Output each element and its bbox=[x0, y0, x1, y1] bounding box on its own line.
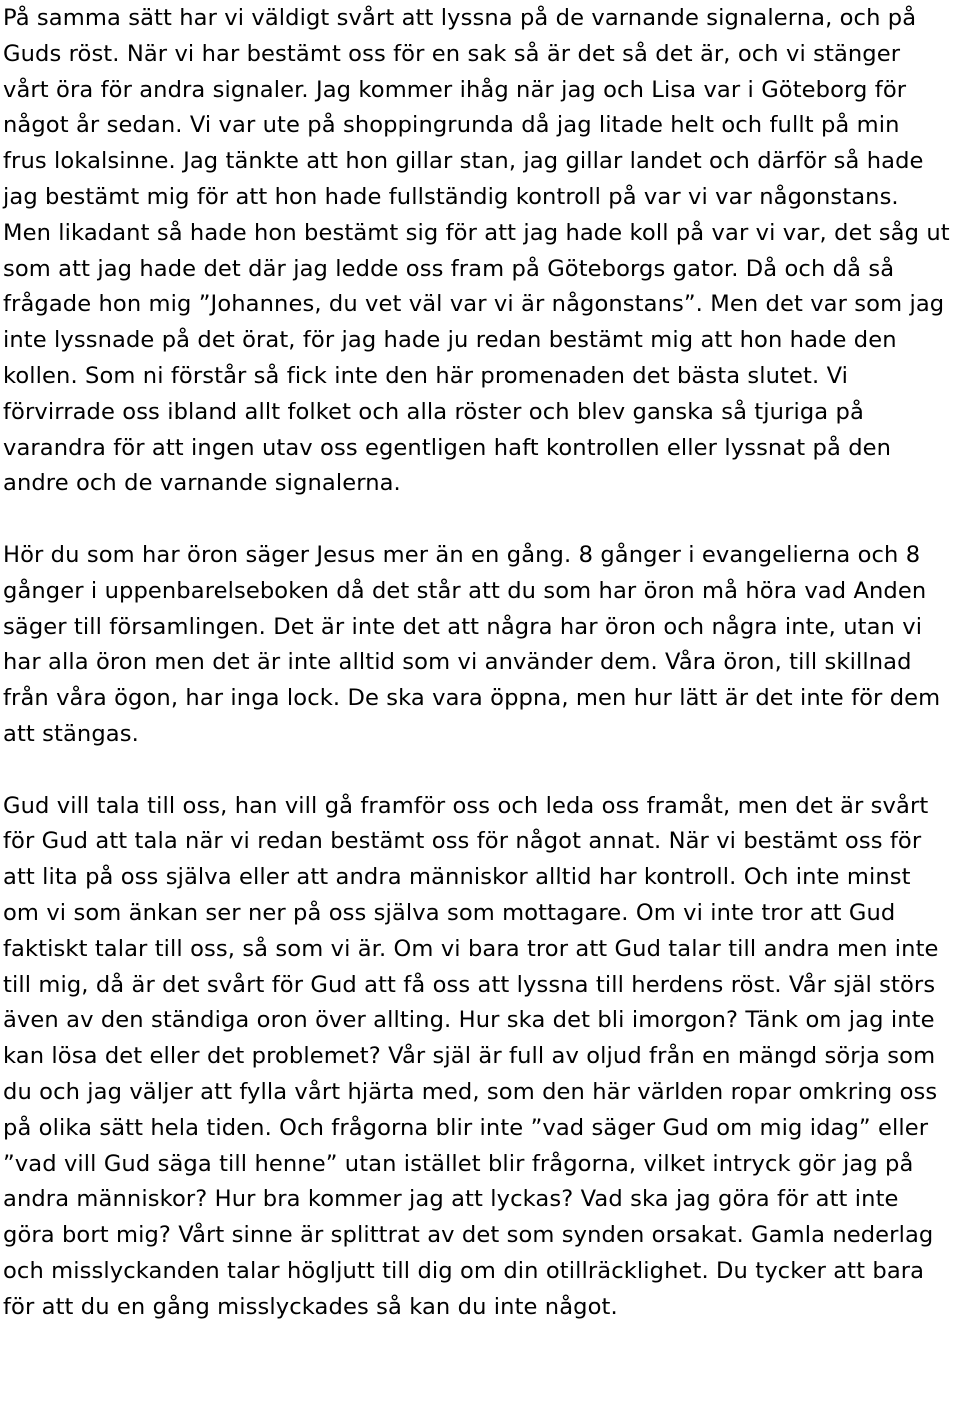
paragraph-3: Gud vill tala till oss, han vill gå framför oss och leda oss framåt, men det är svårt för Gud att tala när vi redan bestämt oss för något annat. När vi bestämt oss för att lita på oss själva eller att andra människor alltid har kontroll. Och inte minst om vi som änkan ser ner på oss själva som mottagare. Om vi inte tror att Gud faktiskt talar till oss, så som vi är. Om vi bara tror att Gud talar till andra men inte till mig, då är det svårt för Gud att få oss att lyssna till herdens röst. Vår själ störs även av den ständiga oron över allting. Hur ska det bli imorgon? Tänk om jag inte kan lösa det eller det problemet? Vår själ är full av oljud från en mängd sörja som du och jag väljer att fylla vårt hjärta med, som den här världen ropar omkring oss på olika sätt hela tiden. Och frågorna blir inte ”vad säger Gud om mig idag” eller ”vad vill Gud säga till henne” utan istället blir frågorna, vilket intryck gör jag på andra människor? Hur bra kommer jag att lyckas? Vad ska jag göra för att inte göra bort mig? Vårt sinne är splittrat av det som synden orsakat. Gamla nederlag och misslyckanden talar högljutt till dig om din otillräcklighet. Du tycker att bara för att du en gång misslyckades så kan du inte något. bbox=[3, 792, 939, 1320]
paragraph-2: Hör du som har öron säger Jesus mer än en gång. 8 gånger i evangelierna och 8 gånger i uppenbarelseboken då det står att du som har öron må höra vad Anden säger till församlingen. Det är inte det att några har öron och några inte, utan vi har alla öron men det är inte alltid som vi använder dem. Våra öron, till skillnad från våra ögon, har inga lock. De ska vara öppna, men hur lätt är det inte för dem att stängas. bbox=[3, 541, 941, 747]
paragraph-spacer bbox=[3, 502, 950, 538]
paragraph-spacer bbox=[3, 753, 950, 789]
paragraph-1: På samma sätt har vi väldigt svårt att lyssna på de varnande signalerna, och på Guds röst. När vi har bestämt oss för en sak så är det så det är, och vi stänger vårt öra för andra signaler. Jag kommer ihåg när jag och Lisa var i Göteborg för något år sedan. Vi var ute på shoppingrunda då jag litade helt och fullt på min frus lokalsinne. Jag tänkte att hon gillar stan, jag gillar landet och därför så hade jag bestämt mig för att hon hade fullständig kontroll på var vi var någonstans. Men likadant så hade hon bestämt sig för att jag hade koll på var vi var, det såg ut som att jag hade det där jag ledde oss fram på Göteborgs gator. Då och då så frågade hon mig ”Johannes, du vet väl var vi är någonstans”. Men det var som jag inte lyssnade på det örat, för jag hade ju redan bestämt mig att hon hade den kollen. Som ni förstår så fick inte den här promenaden det bästa slutet. Vi förvirrade oss ibland allt folket och alla röster och blev ganska så tjuriga på varandra för att ingen utav oss egentligen haft kontrollen eller lyssnat på den andre och de varnande signalerna. bbox=[3, 5, 950, 497]
